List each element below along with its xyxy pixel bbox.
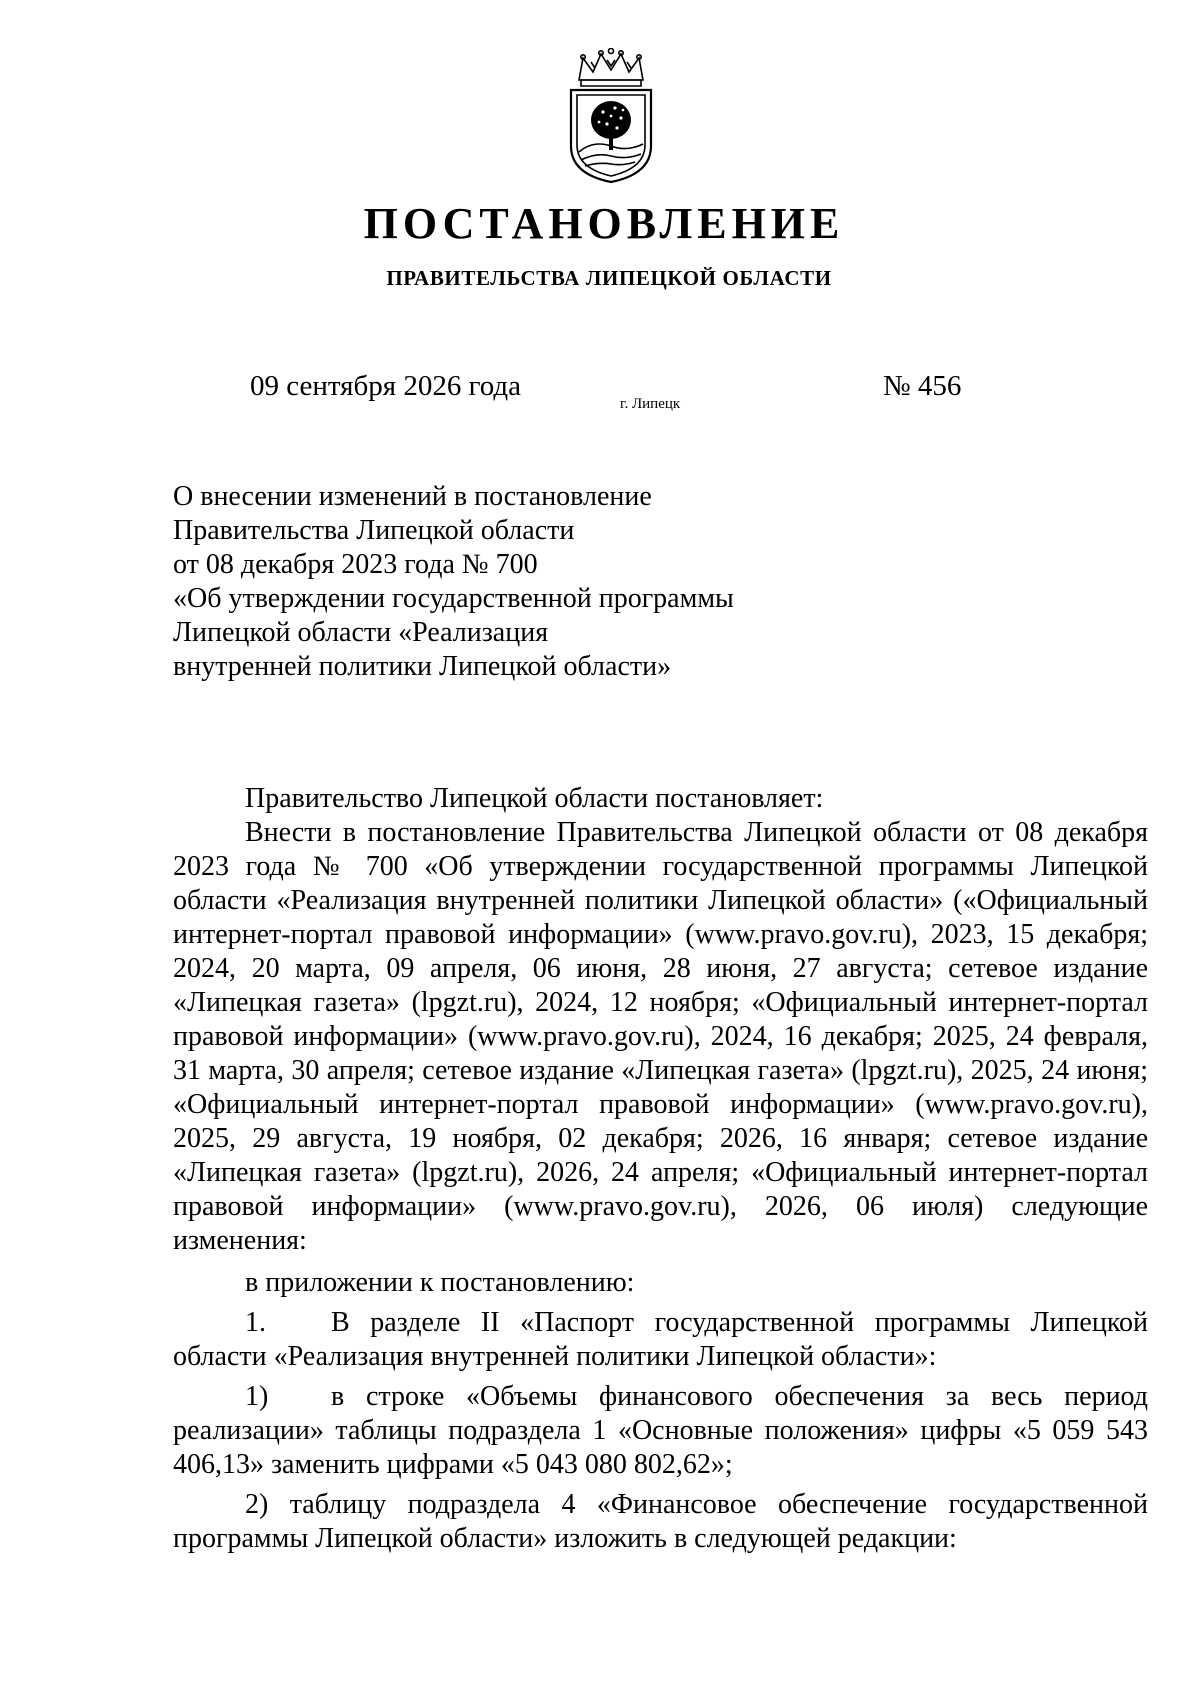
resolution-paragraph: в приложении к постановлению: bbox=[245, 1267, 635, 1298]
subject-line: О внесении изменений в постановление bbox=[173, 481, 652, 512]
list-item: 2) таблицу подраздела 4 «Финансовое обеспечение государственной программы Липецкой области» изложить в следующей редакции: bbox=[173, 1489, 1148, 1554]
subject-line: Липецкой области «Реализация bbox=[173, 617, 549, 648]
subject-line: «Об утверждении государственной программы bbox=[173, 583, 734, 614]
list-item bbox=[173, 1306, 1148, 1374]
resolution-paragraph: Внести в постановление Правительства Липецкой области от 08 декабря 2023 года № 700 «Об утверждении государственной программы Липецкой области «Реализация внутренней политики Липецкой области» («Официальный интернет-портал правовой информации» (www.pravo.gov.ru), 2023, 15 декабря; 2024, 20 марта, 09 апреля, 06 июня, 28 июня, 27 августа; сетевое издание «Липецкая газета» (lpgzt.ru), 2024, 12 ноября; «Официальный интернет-портал правовой информации» (www.pravo.gov.ru), 2024, 16 декабря; 2025, 24 февраля, 31 марта, 30 апреля; сетевое издание «Липецкая газета» (lpgzt.ru), 2025, 24 июня; «Официальный интернет-портал правовой информации» (www.pravo.gov.ru), 2025, 29 августа, 19 ноября, 02 декабря; 2026, 16 января; сетевое издание «Липецкая газета» (lpgzt.ru), 2026, 24 апреля; «Официальный интернет-портал правовой информации» (www.pravo.gov.ru), 2026, 06 июля) следующие изменения: bbox=[173, 817, 1148, 1256]
list-item-number: 1. bbox=[245, 1307, 266, 1338]
document-title: ПОСТАНОВЛЕНИЕ bbox=[363, 199, 845, 248]
document-number: № 456 bbox=[883, 370, 962, 402]
list-item-text: в строке «Объемы финансового обеспечения за весь период реализации» таблицы подраздела 1 «Основные положения» цифры «5 059 543 406,13» заменить цифрами «5 043 080 802,62»; bbox=[173, 1381, 1148, 1480]
resolution-intro: Правительство Липецкой области постановляет: bbox=[245, 783, 824, 814]
document-body bbox=[173, 782, 1148, 1556]
list-item bbox=[173, 1380, 1148, 1482]
subject-line: от 08 декабря 2023 года № 700 bbox=[173, 549, 538, 580]
document-city: г. Липецк bbox=[620, 396, 681, 412]
document-date: 09 сентября 2026 года bbox=[250, 370, 522, 402]
coat-of-arms-icon bbox=[563, 48, 659, 186]
subject-line: Правительства Липецкой области bbox=[173, 515, 575, 546]
list-item-number: 1) bbox=[245, 1381, 269, 1412]
list-item-text: В разделе II «Паспорт государственной программы Липецкой области «Реализация внутренней политики Липецкой области»: bbox=[173, 1307, 1148, 1372]
document-subject bbox=[173, 480, 734, 684]
document-subtitle: ПРАВИТЕЛЬСТВА ЛИПЕЦКОЙ ОБЛАСТИ bbox=[386, 266, 832, 290]
subject-line: внутренней политики Липецкой области» bbox=[173, 651, 672, 682]
